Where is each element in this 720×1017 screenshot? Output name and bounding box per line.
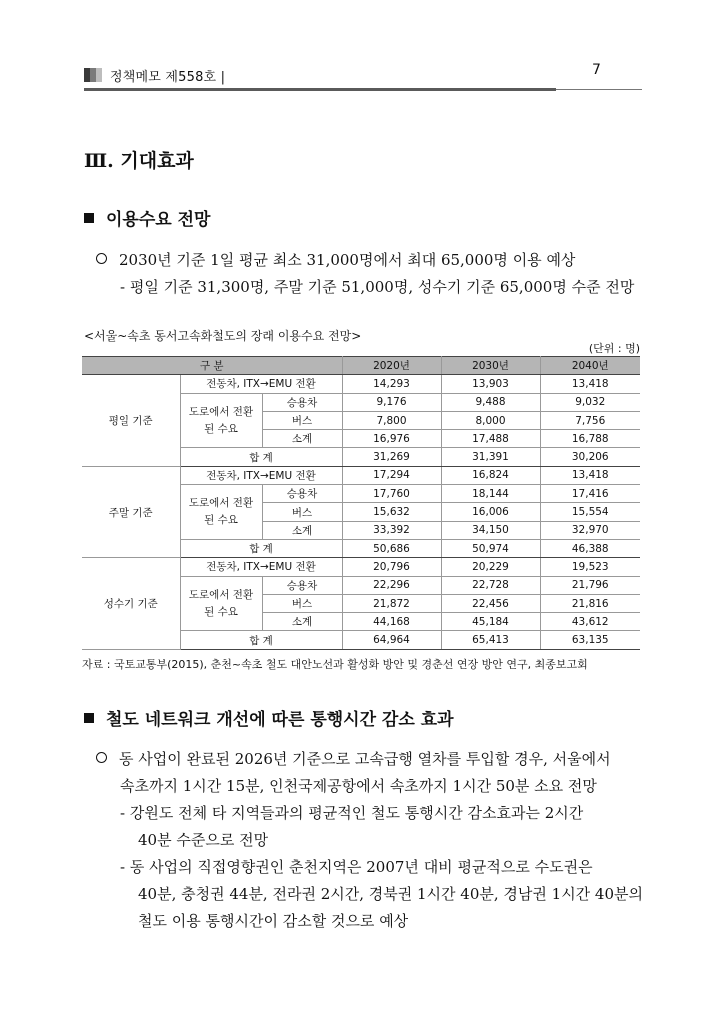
table-cell: 21,796	[540, 576, 640, 594]
table-cell: 34,150	[441, 521, 540, 539]
square-bullet-icon	[84, 213, 94, 223]
total-label: 합 계	[180, 448, 342, 466]
table-cell: 45,184	[441, 613, 540, 631]
road-mode-label: 버스	[262, 411, 342, 429]
table-cell: 46,388	[540, 539, 640, 557]
table-cell: 18,144	[441, 485, 540, 503]
circle-bullet-icon	[96, 253, 107, 264]
road-mode-label: 버스	[262, 503, 342, 521]
table-cell: 50,686	[342, 539, 441, 557]
table-cell: 21,816	[540, 594, 640, 612]
header-mark-light	[96, 68, 102, 82]
table-cell: 13,903	[441, 375, 540, 393]
demand-table	[82, 356, 640, 650]
table-cell: 33,392	[342, 521, 441, 539]
table-cell: 9,032	[540, 393, 640, 411]
table-cell: 65,413	[441, 631, 540, 649]
road-label: 도로에서 전환된 수요	[180, 576, 262, 631]
table-header-row	[82, 357, 640, 375]
table-cell: 16,006	[441, 503, 540, 521]
road-mode-label: 소계	[262, 613, 342, 631]
demand-bullet: 2030년 기준 1일 평균 최소 31,000명에서 최대 65,000명 이용 예상	[96, 249, 575, 270]
table-cell: 17,488	[441, 430, 540, 448]
table-source: 자료 : 국토교통부(2015), 춘천~속초 철도 대안노선과 활성화 방안 및 경춘선 연장 방안 연구, 최종보고회	[82, 658, 588, 671]
group-label: 성수기 기준	[82, 558, 180, 649]
table-cell: 13,418	[540, 375, 640, 393]
table-cell: 17,416	[540, 485, 640, 503]
travel-dash-2: - 동 사업의 직접영향권인 춘천지역은 2007년 대비 평균적으로 수도권은	[120, 858, 593, 876]
group-label: 평일 기준	[82, 375, 180, 466]
table-cell: 32,970	[540, 521, 640, 539]
header-2020: 2020년	[342, 357, 441, 375]
road-mode-label: 버스	[262, 594, 342, 612]
table-cell: 63,135	[540, 631, 640, 649]
header-marks	[84, 68, 102, 82]
travel-bullet: 동 사업이 완료된 2026년 기준으로 고속급행 열차를 투입할 경우, 서울에서	[96, 748, 611, 769]
table-cell: 15,554	[540, 503, 640, 521]
circle-bullet-icon	[96, 752, 107, 763]
travel-dash-2-cont-2: 철도 이용 통행시간이 감소할 것으로 예상	[138, 912, 409, 930]
header-rule	[84, 88, 556, 91]
demand-heading: 이용수요 전망	[84, 205, 210, 230]
table-cell: 64,964	[342, 631, 441, 649]
road-label: 도로에서 전환된 수요	[180, 485, 262, 540]
table-cell: 20,229	[441, 558, 540, 576]
road-mode-label: 소계	[262, 430, 342, 448]
page-number: 7	[592, 62, 601, 78]
road-mode-label: 승용차	[262, 393, 342, 411]
table-cell: 50,974	[441, 539, 540, 557]
road-label: 도로에서 전환된 수요	[180, 393, 262, 448]
total-label: 합 계	[180, 539, 342, 557]
table-cell: 31,269	[342, 448, 441, 466]
table-cell: 16,976	[342, 430, 441, 448]
table-caption: <서울~속초 동서고속화철도의 장래 이용수요 전망>	[84, 329, 362, 343]
demand-dash: - 평일 기준 31,300명, 주말 기준 51,000명, 성수기 기준 65,000명 수준 전망	[120, 278, 635, 296]
table-cell: 31,391	[441, 448, 540, 466]
table-cell: 13,418	[540, 466, 640, 484]
table-cell: 17,760	[342, 485, 441, 503]
table-row	[82, 466, 640, 484]
table-row	[82, 375, 640, 393]
table-cell: 14,293	[342, 375, 441, 393]
rail-label: 전동차, ITX→EMU 전환	[180, 558, 342, 576]
road-mode-label: 소계	[262, 521, 342, 539]
travel-dash-2-cont: 40분, 충청권 44분, 전라권 2시간, 경북권 1시간 40분, 경남권 1시간 40분의	[138, 885, 644, 903]
table-cell: 21,872	[342, 594, 441, 612]
header-category: 구 분	[82, 357, 342, 375]
square-bullet-icon	[84, 713, 94, 723]
page-header	[84, 60, 556, 90]
table-cell: 17,294	[342, 466, 441, 484]
table-cell: 30,206	[540, 448, 640, 466]
travel-bullet-cont: 속초까지 1시간 15분, 인천국제공항에서 속초까지 1시간 50분 소요 전망	[120, 777, 597, 795]
rail-label: 전동차, ITX→EMU 전환	[180, 375, 342, 393]
table-unit: (단위 : 명)	[588, 342, 640, 355]
table-cell: 44,168	[342, 613, 441, 631]
travel-heading: 철도 네트워크 개선에 따른 통행시간 감소 효과	[84, 705, 454, 730]
page-number-rule	[556, 89, 642, 90]
road-mode-label: 승용차	[262, 576, 342, 594]
travel-dash-1-cont: 40분 수준으로 전망	[138, 831, 269, 849]
table-cell: 20,796	[342, 558, 441, 576]
table-cell: 8,000	[441, 411, 540, 429]
table-cell: 7,800	[342, 411, 441, 429]
table-cell: 22,728	[441, 576, 540, 594]
table-cell: 9,176	[342, 393, 441, 411]
table-cell: 43,612	[540, 613, 640, 631]
header-2030: 2030년	[441, 357, 540, 375]
table-row	[82, 558, 640, 576]
header-2040: 2040년	[540, 357, 640, 375]
group-label: 주말 기준	[82, 466, 180, 557]
table-cell: 15,632	[342, 503, 441, 521]
table-cell: 22,296	[342, 576, 441, 594]
table-cell: 9,488	[441, 393, 540, 411]
table-cell: 7,756	[540, 411, 640, 429]
total-label: 합 계	[180, 631, 342, 649]
rail-label: 전동차, ITX→EMU 전환	[180, 466, 342, 484]
section-title: Ⅲ. 기대효과	[84, 150, 194, 172]
travel-dash-1: - 강원도 전체 타 지역들과의 평균적인 철도 통행시간 감소효과는 2시간	[120, 804, 584, 822]
table-cell: 19,523	[540, 558, 640, 576]
header-title: 정책메모 제558호 |	[110, 70, 226, 85]
road-mode-label: 승용차	[262, 485, 342, 503]
table-cell: 16,824	[441, 466, 540, 484]
table-cell: 16,788	[540, 430, 640, 448]
table-cell: 22,456	[441, 594, 540, 612]
